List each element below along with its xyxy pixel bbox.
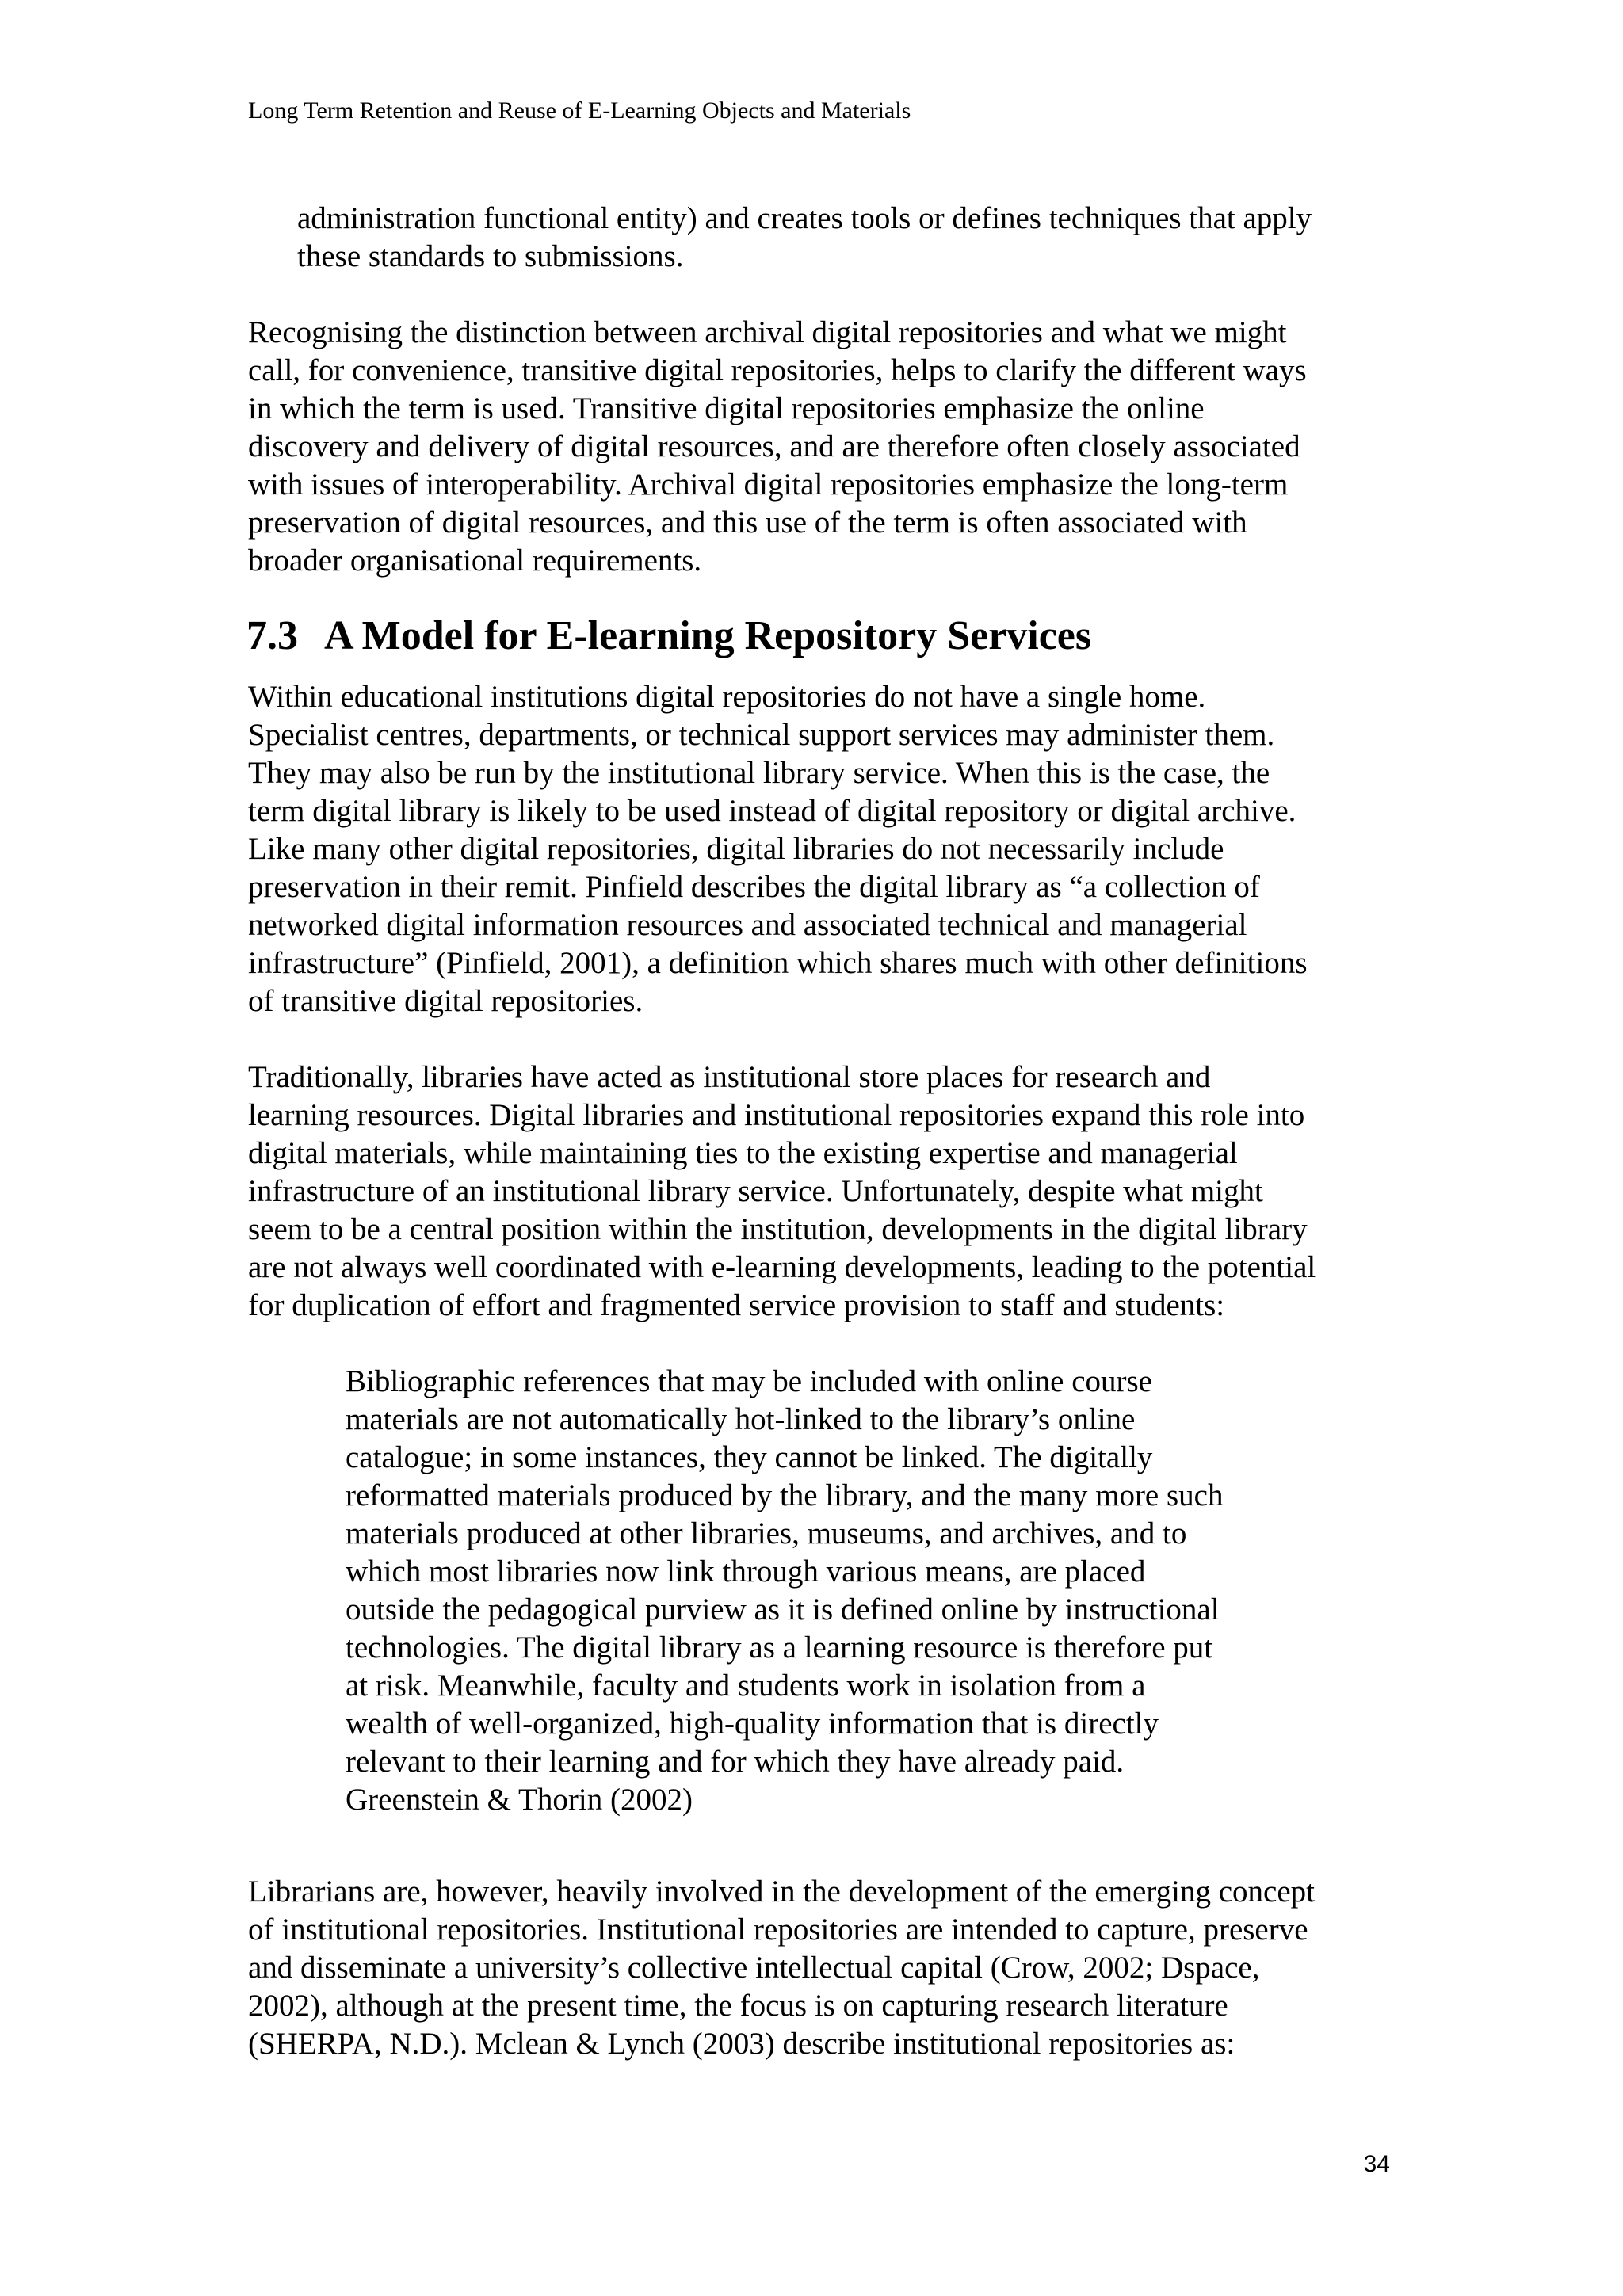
text-line: learning resources. Digital libraries and institutional repositories expand this role into [248, 1098, 1305, 1132]
text-line: preservation in their remit. Pinfield describes the digital library as “a collection of [248, 870, 1260, 904]
text-line: Recognising the distinction between archival digital repositories and what we might [248, 315, 1287, 349]
text-line: digital materials, while maintaining ties to the existing expertise and managerial [248, 1136, 1238, 1170]
section-title: A Model for E-learning Repository Services [324, 613, 1092, 658]
text-line: seem to be a central position within the institution, developments in the digital library [248, 1212, 1308, 1246]
running-header: Long Term Retention and Reuse of E-Learning Objects and Materials [248, 97, 911, 124]
traditional-paragraph [248, 1058, 1316, 1325]
text-line: and disseminate a university’s collective intellectual capital (Crow, 2002; Dspace, [248, 1951, 1260, 1985]
text-line: of transitive digital repositories. [248, 984, 643, 1018]
quote-line: outside the pedagogical purview as it is defined online by instructional [346, 1592, 1220, 1627]
section-number: 7.3 [246, 613, 298, 658]
text-line: Within educational institutions digital repositories do not have a single home. [248, 680, 1206, 714]
continuation-paragraph [297, 200, 1312, 276]
repositories-paragraph [248, 314, 1307, 580]
quote-line: catalogue; in some instances, they cannot be linked. The digitally [346, 1440, 1153, 1474]
text-line: of institutional repositories. Institutional repositories are intended to capture, preserve [248, 1913, 1308, 1947]
text-line: are not always well coordinated with e-learning developments, leading to the potential [248, 1250, 1316, 1284]
text-line: networked digital information resources and associated technical and managerial [248, 908, 1247, 942]
text-line: these standards to submissions. [297, 239, 684, 273]
section-heading [246, 608, 1091, 664]
text-line: They may also be run by the institutional library service. When this is the case, the [248, 756, 1270, 790]
text-line: (SHERPA, N.D.). Mclean & Lynch (2003) describe institutional repositories as: [248, 2027, 1235, 2061]
quote-line: wealth of well-organized, high-quality information that is directly [346, 1707, 1159, 1741]
text-line: infrastructure” (Pinfield, 2001), a definition which shares much with other definitions [248, 946, 1308, 980]
text-line: call, for convenience, transitive digital repositories, helps to clarify the different ways [248, 353, 1307, 387]
librarians-paragraph [248, 1873, 1315, 2063]
text-line: 2002), although at the present time, the focus is on capturing research literature [248, 1989, 1228, 2023]
text-line: discovery and delivery of digital resources, and are therefore often closely associated [248, 429, 1300, 463]
quote-line: which most libraries now link through various means, are placed [346, 1554, 1146, 1589]
text-line: with issues of interoperability. Archival digital repositories emphasize the long-term [248, 467, 1289, 502]
quote-line: technologies. The digital library as a learning resource is therefore put [346, 1630, 1213, 1665]
home-paragraph [248, 678, 1308, 1020]
quote-line: relevant to their learning and for which they have already paid. [346, 1745, 1125, 1779]
block-quote [346, 1363, 1223, 1819]
quote-line: at risk. Meanwhile, faculty and students work in isolation from a [346, 1669, 1146, 1703]
page-number: 34 [1363, 2151, 1390, 2177]
quote-line: Bibliographic references that may be included with online course [346, 1364, 1152, 1398]
text-line: preservation of digital resources, and this use of the term is often associated with [248, 505, 1247, 540]
text-line: broader organisational requirements. [248, 543, 702, 578]
quote-citation: Greenstein & Thorin (2002) [346, 1783, 693, 1817]
text-line: administration functional entity) and creates tools or defines techniques that apply [297, 201, 1312, 235]
quote-line: reformatted materials produced by the library, and the many more such [346, 1478, 1224, 1512]
text-line: Traditionally, libraries have acted as institutional store places for research and [248, 1060, 1211, 1094]
text-line: in which the term is used. Transitive digital repositories emphasize the online [248, 391, 1205, 425]
text-line: Specialist centres, departments, or technical support services may administer them. [248, 718, 1275, 752]
quote-line: materials produced at other libraries, museums, and archives, and to [346, 1516, 1187, 1550]
quote-line: materials are not automatically hot-linked to the library’s online [346, 1402, 1136, 1436]
text-line: for duplication of effort and fragmented service provision to staff and students: [248, 1288, 1225, 1322]
text-line: infrastructure of an institutional library service. Unfortunately, despite what might [248, 1174, 1263, 1208]
text-line: Librarians are, however, heavily involved in the development of the emerging concept [248, 1875, 1315, 1909]
text-line: term digital library is likely to be used instead of digital repository or digital archive. [248, 794, 1296, 828]
text-line: Like many other digital repositories, digital libraries do not necessarily include [248, 832, 1224, 866]
